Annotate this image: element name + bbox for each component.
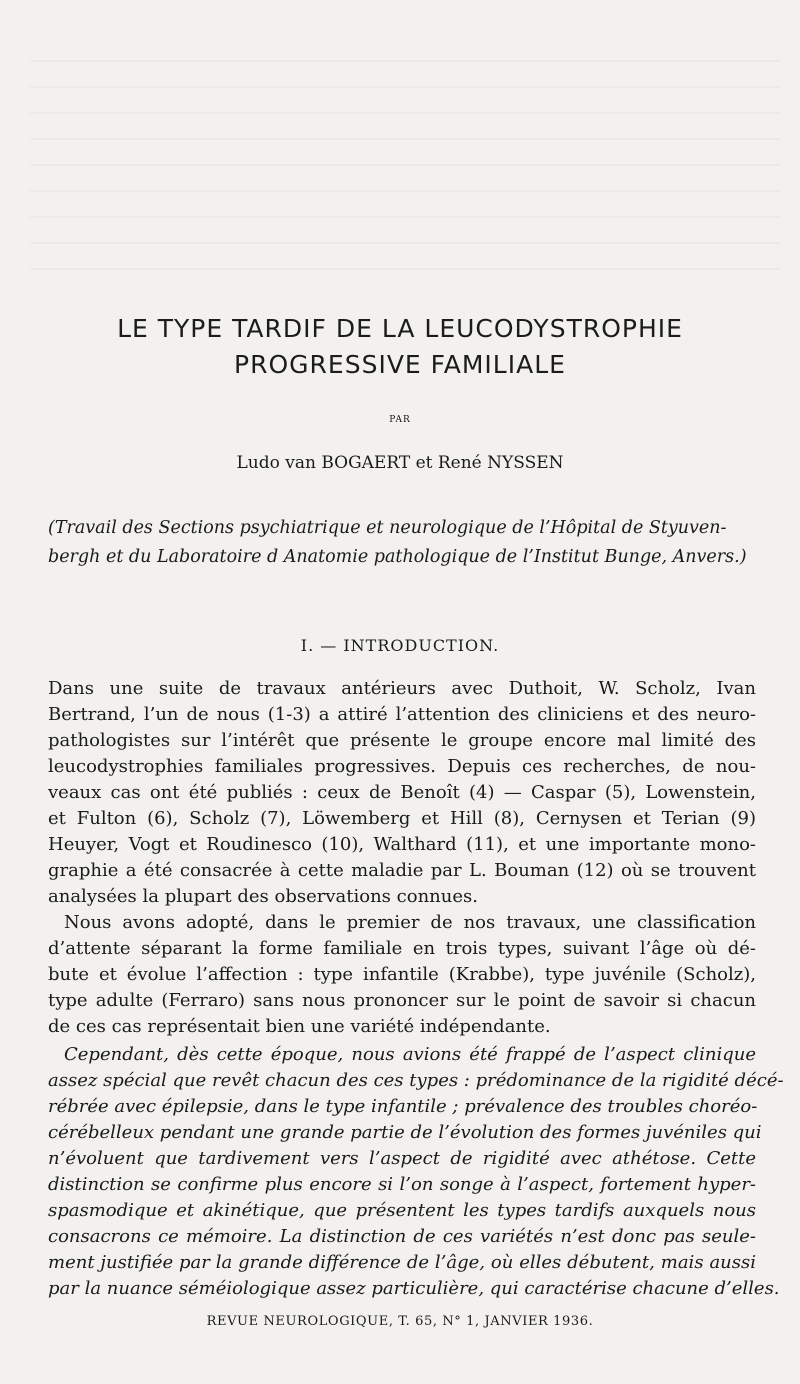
body-line: spasmodique et akinétique, que présentent les types tardifs auxquels nous: [48, 1200, 756, 1221]
body-line: graphie a été consacrée à cette maladie par L. Bouman (12) où se trouvent: [48, 860, 756, 881]
body-line: d’attente séparant la forme familiale en trois types, suivant l’âge où dé-: [48, 938, 756, 959]
body-line: bute et évolue l’affection : type infantile (Krabbe), type juvénile (Scholz),: [48, 964, 756, 985]
body-line: Bertrand, l’un de nous (1-3) a attiré l’attention des cliniciens et des neuro-: [48, 704, 756, 725]
body-line: n’évoluent que tardivement vers l’aspect de rigidité avec athétose. Cette: [48, 1148, 756, 1169]
body-line: analysées la plupart des observations connues.: [48, 886, 478, 907]
body-line: assez spécial que revêt chacun des ces types : prédominance de la rigidité décé-: [48, 1070, 784, 1091]
body-line: rébrée avec épilepsie, dans le type infantile ; prévalence des troubles choréo-: [48, 1096, 758, 1117]
body-line: Heuyer, Vogt et Roudinesco (10), Walthard (11), et une importante mono-: [48, 834, 756, 855]
affiliation-line-1: (Travail des Sections psychiatrique et neurologique de l’Hôpital de Styuven-: [48, 518, 727, 538]
article-title-line-2: PROGRESSIVE FAMILIALE: [234, 350, 566, 379]
body-line: Cependant, dès cette époque, nous avions été frappé de l’aspect clinique: [64, 1044, 756, 1065]
show-through-texture: [30, 60, 780, 280]
body-line: Dans une suite de travaux antérieurs avec Duthoit, W. Scholz, Ivan: [48, 678, 756, 699]
body-line: et Fulton (6), Scholz (7), Löwemberg et Hill (8), Cernysen et Terian (9): [48, 808, 756, 829]
authors: Ludo van BOGAERT et René NYSSEN: [236, 453, 564, 473]
body-line: veaux cas ont été publiés : ceux de Benoît (4) — Caspar (5), Lowenstein,: [48, 782, 756, 803]
body-line: distinction se confirme plus encore si l’on songe à l’aspect, fortement hyper-: [48, 1174, 756, 1195]
body-line: ment justifiée par la grande différence de l’âge, où elles débutent, mais aussi: [48, 1252, 756, 1273]
affiliation-line-2: bergh et du Laboratoire d Anatomie pathologique de l’Institut Bunge, Anvers.): [48, 547, 747, 567]
article-title-line-1: LE TYPE TARDIF DE LA LEUCODYSTROPHIE: [117, 314, 683, 343]
journal-footer: REVUE NEUROLOGIQUE, T. 65, N° 1, JANVIER 1936.: [206, 1314, 594, 1329]
body-line: Nous avons adopté, dans le premier de nos travaux, une classification: [64, 912, 756, 933]
body-line: consacrons ce mémoire. La distinction de ces variétés n’est donc pas seule-: [48, 1226, 756, 1247]
section-heading: I. — INTRODUCTION.: [300, 636, 500, 655]
body-line: de ces cas représentait bien une variété indépendante.: [48, 1016, 551, 1037]
byline-par: PAR: [389, 415, 411, 425]
body-line: pathologistes sur l’intérêt que présente le groupe encore mal limité des: [48, 730, 756, 751]
body-line: leucodystrophies familiales progressives. Depuis ces recherches, de nou-: [48, 756, 756, 777]
body-line: par la nuance séméiologique assez particulière, qui caractérise chacune d’elles.: [48, 1278, 780, 1299]
body-line: cérébelleux pendant une grande partie de l’évolution des formes juvéniles qui: [48, 1122, 762, 1143]
body-line: type adulte (Ferraro) sans nous prononcer sur le point de savoir si chacun: [48, 990, 756, 1011]
